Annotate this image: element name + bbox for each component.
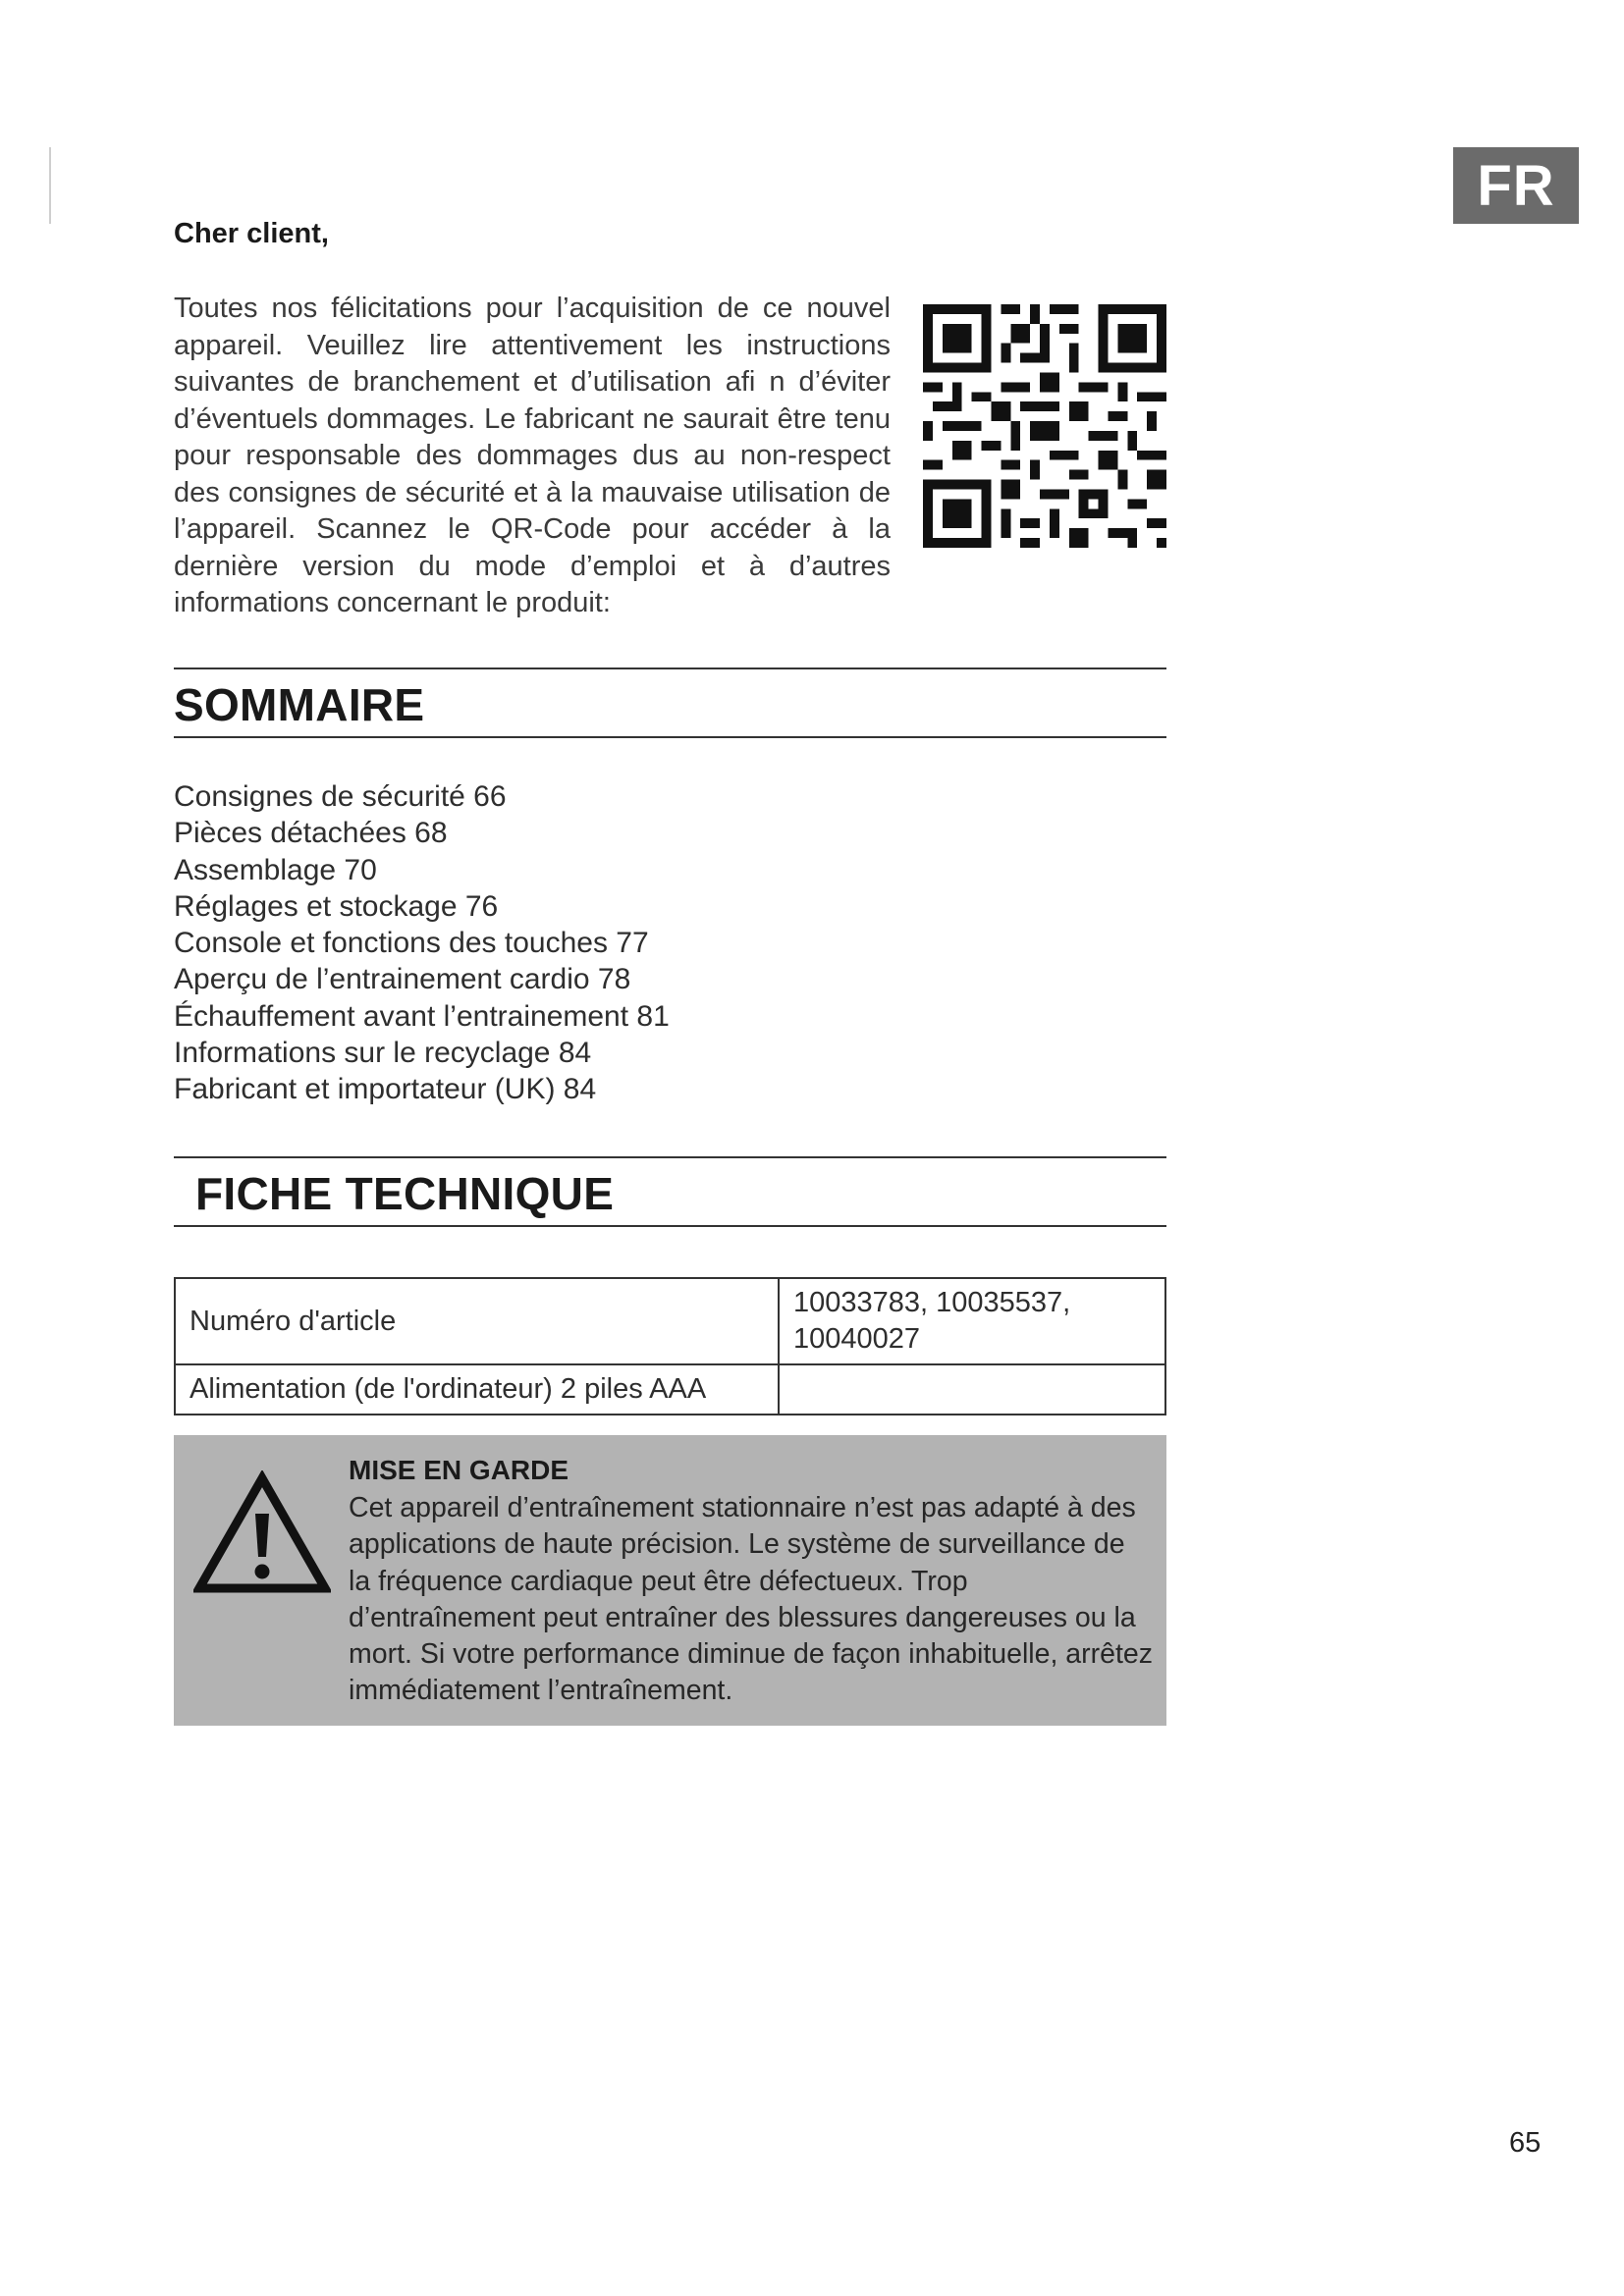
toc-item: Pièces détachées 68 — [174, 817, 448, 850]
specs-rule-top — [174, 1156, 1166, 1158]
summary-title: SOMMAIRE — [174, 679, 425, 730]
qr-code-icon — [923, 304, 1166, 548]
spec-label: Numéro d'article — [175, 1278, 779, 1364]
margin-marker — [49, 147, 51, 224]
warning-title: MISE EN GARDE — [349, 1455, 569, 1485]
table-row — [175, 1278, 1165, 1364]
toc-item: Aperçu de l’entrainement cardio 78 — [174, 963, 631, 996]
warning-box — [174, 1435, 1166, 1726]
spec-value: 10033783, 10035537, 10040027 — [779, 1278, 1165, 1364]
specs-title: FICHE TECHNIQUE — [195, 1168, 615, 1219]
spec-value — [779, 1364, 1165, 1415]
intro-paragraph: Toutes nos félicitations pour l’acquisition de ce nouvel appareil. Veuillez lire attentivement les instructions suivantes de branchement et d’utilisation afi n d’éviter d’éventuels dommages. Le fabricant ne saurait être tenu pour responsable des dommages dus au non-respect des consignes de sécurité et à la mauvaise utilisation de l’appareil. Scannez le QR-Code pour accéder à la dernière version du mode d’emploi et à d’autres informations concernant le produit: — [174, 293, 891, 618]
toc-item: Fabricant et importateur (UK) 84 — [174, 1073, 597, 1106]
toc-item: Réglages et stockage 76 — [174, 889, 499, 923]
table-of-contents — [174, 778, 670, 1108]
toc-item: Informations sur le recyclage 84 — [174, 1037, 592, 1070]
toc-item: Assemblage 70 — [174, 853, 377, 886]
toc-item: Console et fonctions des touches 77 — [174, 927, 649, 960]
table-row — [175, 1364, 1165, 1415]
spec-label: Alimentation (de l'ordinateur) 2 piles AAA — [175, 1364, 779, 1415]
summary-rule-top — [174, 667, 1166, 669]
warning-triangle-icon — [193, 1470, 331, 1596]
toc-item: Consignes de sécurité 66 — [174, 780, 507, 813]
language-tab: FR — [1453, 147, 1579, 224]
warning-text: Cet appareil d’entraînement stationnaire n’est pas adapté à des applications de haute précision. Le système de surveillance de la fréquence cardiaque peut être défectueux. Trop d’entraînement peut entraîner des blessures dangereuses ou la mort. Si votre performance diminue de façon inhabituelle, arrêtez immédiatement l’entraînement. — [349, 1492, 1153, 1707]
toc-item: Échauffement avant l’entrainement 81 — [174, 999, 670, 1033]
greeting: Cher client, — [174, 218, 329, 249]
specs-rule-bottom — [174, 1225, 1166, 1227]
spec-table — [174, 1277, 1166, 1415]
summary-rule-bottom — [174, 736, 1166, 738]
page-number: 65 — [1509, 2127, 1542, 2159]
